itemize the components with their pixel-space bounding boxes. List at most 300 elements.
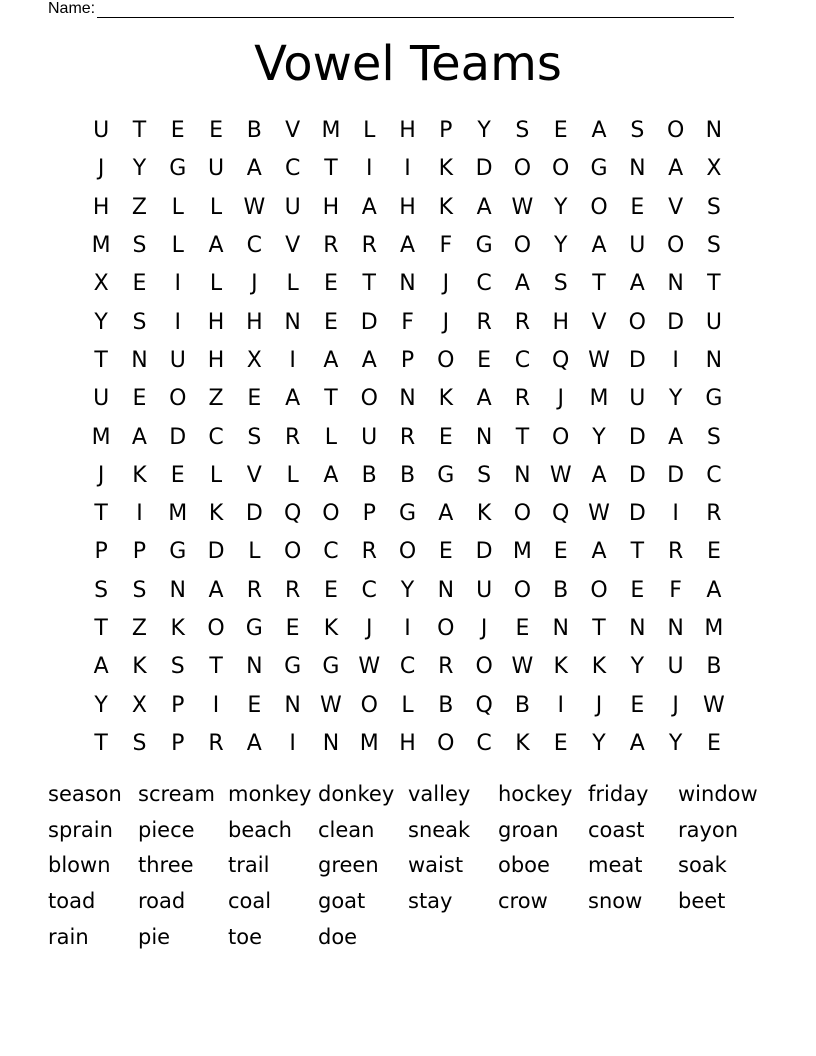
grid-cell: Q — [552, 347, 570, 373]
grid-cell: M — [359, 730, 379, 756]
name-field — [48, 0, 734, 18]
grid-row — [82, 686, 733, 724]
grid-cell: K — [515, 730, 530, 756]
grid-cell: W — [549, 462, 572, 488]
grid-cell: A — [668, 156, 684, 182]
grid-cell: Y — [94, 309, 108, 335]
grid-cell: V — [285, 118, 301, 144]
grid-cell: K — [438, 386, 454, 412]
grid-cell: O — [398, 539, 417, 565]
grid-cell: N — [322, 730, 340, 756]
word-list-item: waist — [408, 853, 464, 878]
grid-cell: B — [361, 462, 377, 488]
grid-cell: J — [595, 692, 603, 718]
grid-cell: L — [248, 539, 261, 565]
grid-cell: T — [515, 424, 530, 450]
grid-cell: D — [207, 539, 225, 565]
word-list-item: coast — [588, 817, 645, 842]
word-list-item: hockey — [498, 782, 573, 806]
grid-cell: O — [207, 616, 225, 641]
word-list-item: pie — [138, 924, 171, 949]
grid-cell: T — [324, 386, 338, 412]
grid-cell: M — [589, 386, 609, 412]
grid-cell: N — [705, 347, 723, 373]
grid-cell: I — [174, 271, 181, 297]
grid-cell: E — [553, 539, 568, 565]
word-list-item: road — [138, 889, 186, 914]
grid-cell: D — [628, 462, 646, 488]
grid-cell: A — [361, 347, 377, 373]
grid-cell: E — [132, 386, 147, 412]
grid-cell: B — [706, 654, 722, 680]
grid-cell: J — [672, 692, 679, 718]
grid-cell: I — [289, 730, 296, 756]
word-list-item: blown — [48, 853, 111, 878]
word-list-item: scream — [138, 782, 215, 806]
grid-cell: S — [706, 194, 721, 220]
grid-cell: O — [552, 424, 570, 450]
grid-cell: R — [284, 577, 301, 603]
grid-cell: J — [97, 462, 105, 488]
grid-cell: A — [514, 271, 530, 297]
grid-cell: U — [629, 233, 646, 259]
grid-cell: O — [437, 616, 455, 641]
grid-cell: D — [628, 501, 646, 527]
grid-row — [82, 533, 733, 571]
grid-cell: H — [552, 309, 569, 335]
grid-cell: I — [404, 156, 411, 182]
grid-cell: I — [672, 501, 679, 527]
grid-row — [82, 265, 733, 303]
grid-cell: O — [513, 233, 532, 259]
grid-cell: O — [666, 233, 685, 259]
grid-cell: Y — [553, 233, 568, 259]
grid-cell: J — [442, 309, 450, 335]
grid-cell: Y — [553, 194, 568, 220]
word-list-item: sneak — [408, 817, 471, 842]
grid-cell: O — [283, 539, 302, 565]
grid-cell: R — [284, 424, 301, 450]
grid-cell: G — [437, 462, 455, 488]
grid-cell: W — [511, 194, 534, 220]
grid-cell: A — [668, 424, 684, 450]
grid-cell: K — [170, 616, 185, 641]
grid-cell: W — [588, 347, 610, 373]
grid-cell: H — [399, 730, 416, 756]
grid-cell: W — [588, 501, 610, 527]
grid-cell: K — [323, 616, 339, 641]
grid-cell: L — [286, 271, 299, 297]
grid-row — [82, 418, 733, 456]
grid-row — [82, 495, 733, 533]
grid-cell: H — [246, 309, 263, 335]
grid-cell: G — [284, 654, 302, 680]
grid-cell: B — [514, 692, 530, 718]
grid-cell: A — [208, 577, 224, 603]
grid-cell: R — [361, 233, 377, 259]
grid-cell: W — [243, 194, 266, 220]
grid-cell: E — [323, 271, 338, 297]
grid-cell: A — [131, 424, 147, 450]
grid-cell: U — [93, 386, 110, 412]
name-underline — [97, 2, 734, 18]
word-list-item: toad — [48, 889, 96, 914]
grid-cell: S — [706, 424, 721, 450]
grid-cell: N — [475, 424, 493, 450]
word-list-item: coal — [228, 889, 272, 914]
grid-cell: H — [207, 309, 225, 335]
grid-cell: N — [667, 616, 684, 641]
grid-cell: A — [591, 539, 607, 565]
grid-cell: Y — [592, 424, 606, 450]
grid-cell: A — [476, 194, 492, 220]
grid-cell: T — [209, 654, 223, 680]
grid-cell: S — [132, 309, 147, 335]
grid-cell: N — [552, 616, 569, 641]
grid-cell: J — [557, 386, 564, 412]
grid-cell: S — [170, 654, 185, 680]
grid-cell: L — [209, 271, 223, 297]
grid-cell: E — [630, 194, 645, 220]
grid-cell: U — [207, 156, 225, 182]
word-list-item: window — [678, 782, 758, 806]
grid-cell: J — [251, 271, 258, 297]
word-list-item: monkey — [228, 782, 312, 806]
grid-cell: T — [132, 118, 147, 144]
grid-cell: H — [92, 194, 110, 220]
grid-cell: R — [323, 233, 339, 259]
grid-cell: E — [515, 616, 530, 641]
grid-cell: X — [706, 156, 722, 182]
grid-cell: C — [284, 156, 301, 182]
word-list-item: crow — [498, 889, 548, 914]
grid-cell: A — [285, 386, 301, 412]
grid-cell: N — [705, 118, 723, 144]
grid-cell: T — [324, 156, 338, 182]
grid-cell: A — [591, 462, 607, 488]
grid-cell: T — [592, 616, 606, 641]
grid-cell: K — [132, 462, 147, 488]
grid-cell: O — [590, 577, 608, 603]
grid-cell: W — [358, 654, 381, 680]
grid-cell: I — [174, 309, 181, 335]
grid-cell: Q — [475, 692, 493, 718]
word-list-item: goat — [318, 889, 366, 914]
grid-cell: O — [169, 386, 187, 412]
grid-cell: L — [171, 194, 184, 220]
grid-cell: N — [284, 309, 301, 335]
grid-row — [82, 342, 733, 380]
grid-cell: X — [131, 692, 147, 718]
grid-cell: L — [171, 233, 184, 259]
grid-cell: A — [93, 654, 109, 680]
word-list-item: piece — [138, 817, 195, 842]
grid-cell: E — [630, 692, 645, 718]
word-list-item: donkey — [318, 782, 395, 806]
word-list — [48, 777, 768, 955]
grid-cell: A — [246, 156, 262, 182]
grid-cell: R — [399, 424, 416, 450]
grid-cell: T — [362, 271, 376, 297]
grid-cell: S — [553, 271, 568, 297]
word-list-item: oboe — [498, 853, 550, 878]
grid-cell: B — [553, 577, 569, 603]
grid-cell: T — [94, 730, 108, 756]
grid-cell: D — [360, 309, 378, 335]
grid-cell: N — [399, 271, 416, 297]
grid-cell: Y — [668, 386, 683, 412]
grid-cell: Y — [132, 156, 147, 182]
grid-cell: D — [245, 501, 263, 527]
grid-cell: S — [630, 118, 645, 144]
grid-cell: A — [476, 386, 492, 412]
grid-cell: B — [438, 692, 454, 718]
grid-cell: U — [169, 347, 186, 373]
word-list-item: trail — [228, 853, 270, 878]
grid-row — [82, 150, 733, 188]
grid-cell: R — [208, 730, 224, 756]
word-list-item: snow — [588, 889, 643, 914]
grid-cell: K — [438, 194, 454, 220]
grid-cell: E — [553, 730, 568, 756]
grid-cell: K — [476, 501, 492, 527]
grid-cell: L — [324, 424, 338, 450]
grid-cell: G — [322, 654, 340, 680]
grid-cell: A — [591, 118, 607, 144]
grid-row — [82, 189, 733, 227]
grid-cell: Y — [400, 577, 415, 603]
grid-row — [82, 112, 733, 150]
grid-cell: I — [672, 347, 679, 373]
grid-cell: D — [475, 539, 493, 565]
grid-cell: X — [246, 347, 262, 373]
grid-cell: O — [513, 577, 532, 603]
grid-cell: C — [323, 539, 339, 565]
grid-cell: A — [591, 233, 607, 259]
grid-cell: E — [553, 118, 568, 144]
grid-cell: Y — [630, 654, 645, 680]
grid-cell: P — [439, 118, 453, 144]
grid-cell: S — [132, 730, 147, 756]
grid-cell: E — [247, 692, 262, 718]
grid-cell: C — [399, 654, 416, 680]
grid-cell: V — [285, 233, 301, 259]
grid-cell: G — [705, 386, 723, 412]
grid-cell: J — [97, 156, 105, 182]
grid-cell: P — [400, 347, 415, 373]
grid-cell: F — [669, 577, 682, 603]
grid-cell: A — [323, 462, 339, 488]
grid-cell: A — [246, 730, 262, 756]
grid-cell: U — [476, 577, 493, 603]
grid-cell: L — [363, 118, 376, 144]
word-list-item: green — [318, 853, 379, 878]
grid-cell: N — [246, 654, 263, 680]
grid-cell: J — [365, 616, 373, 641]
grid-cell: G — [475, 233, 493, 259]
grid-cell: N — [437, 577, 455, 603]
grid-cell: O — [322, 501, 340, 527]
word-list-item: rain — [48, 924, 89, 949]
grid-cell: C — [361, 577, 377, 603]
grid-cell: N — [629, 616, 646, 641]
grid-cell: V — [668, 194, 684, 220]
grid-row — [82, 648, 733, 686]
grid-cell: H — [399, 194, 416, 220]
grid-cell: N — [399, 386, 416, 412]
grid-cell: L — [286, 462, 299, 488]
grid-cell: S — [515, 118, 530, 144]
word-list-item: valley — [408, 782, 471, 806]
grid-cell: L — [209, 462, 223, 488]
grid-cell: T — [592, 271, 606, 297]
grid-cell: Z — [131, 194, 147, 220]
grid-cell: A — [629, 730, 645, 756]
grid-cell: X — [93, 271, 109, 297]
grid-cell: T — [630, 539, 645, 565]
grid-cell: T — [707, 271, 721, 297]
grid-cell: H — [322, 194, 340, 220]
grid-cell: A — [323, 347, 339, 373]
grid-cell: I — [365, 156, 373, 182]
word-list-item: beach — [228, 817, 292, 842]
grid-cell: D — [628, 424, 646, 450]
grid-cell: O — [552, 156, 570, 182]
grid-cell: S — [132, 233, 147, 259]
grid-cell: I — [136, 501, 143, 527]
grid-cell: P — [362, 501, 376, 527]
grid-cell: A — [438, 501, 454, 527]
grid-cell: S — [132, 577, 147, 603]
grid-cell: A — [361, 194, 377, 220]
grid-cell: R — [667, 539, 684, 565]
page-title: Vowel Teams — [254, 36, 562, 92]
grid-cell: A — [399, 233, 416, 259]
grid-cell: E — [323, 577, 338, 603]
grid-cell: O — [360, 386, 378, 412]
grid-cell: N — [514, 462, 531, 488]
grid-cell: O — [437, 347, 455, 373]
grid-cell: E — [438, 424, 453, 450]
grid-cell: Q — [283, 501, 302, 527]
grid-cell: D — [667, 462, 685, 488]
grid-cell: U — [93, 118, 110, 144]
grid-cell: O — [513, 501, 532, 527]
grid-row — [82, 457, 733, 495]
grid-cell: Z — [208, 386, 224, 412]
grid-cell: V — [591, 309, 607, 335]
grid-cell: E — [438, 539, 453, 565]
grid-cell: B — [399, 462, 416, 488]
grid-cell: R — [361, 539, 377, 565]
grid-cell: I — [557, 692, 564, 718]
grid-cell: R — [438, 654, 454, 680]
grid-cell: Y — [668, 730, 683, 756]
grid-cell: F — [401, 309, 414, 335]
grid-cell: K — [132, 654, 147, 680]
grid-cell: E — [477, 347, 492, 373]
grid-cell: M — [704, 616, 724, 641]
grid-cell: M — [512, 539, 532, 565]
grid-cell: D — [169, 424, 187, 450]
grid-cell: I — [404, 616, 411, 641]
grid-cell: I — [212, 692, 220, 718]
grid-cell: J — [442, 271, 450, 297]
grid-cell: E — [285, 616, 300, 641]
grid-cell: R — [706, 501, 722, 527]
grid-cell: N — [169, 577, 186, 603]
grid-row — [82, 572, 733, 610]
grid-cell: M — [168, 501, 188, 527]
grid-cell: D — [667, 309, 685, 335]
grid-cell: E — [170, 118, 185, 144]
grid-cell: W — [320, 692, 342, 718]
word-list-item: groan — [498, 817, 559, 842]
grid-cell: Y — [592, 730, 606, 756]
grid-cell: N — [284, 692, 301, 718]
grid-cell: G — [590, 156, 608, 182]
grid-cell: G — [169, 156, 187, 182]
grid-cell: E — [630, 577, 645, 603]
grid-cell: V — [246, 462, 262, 488]
grid-cell: E — [323, 309, 338, 335]
grid-cell: O — [360, 692, 378, 718]
grid-cell: H — [207, 347, 225, 373]
grid-cell: S — [247, 424, 262, 450]
grid-cell: N — [131, 347, 148, 373]
grid-cell: K — [208, 501, 224, 527]
grid-cell: Z — [131, 616, 147, 641]
grid-cell: Y — [477, 118, 491, 144]
grid-cell: O — [437, 730, 455, 756]
grid-cell: J — [480, 616, 488, 641]
grid-cell: P — [132, 539, 147, 565]
word-list-item: friday — [588, 782, 649, 806]
grid-cell: S — [706, 233, 721, 259]
word-list-item: meat — [588, 853, 643, 878]
grid-cell: T — [94, 501, 108, 527]
name-label: Name: — [48, 0, 96, 17]
grid-cell: E — [132, 271, 147, 297]
word-list-item: doe — [318, 924, 358, 949]
grid-cell: P — [171, 730, 185, 756]
grid-cell: G — [398, 501, 417, 527]
grid-cell: D — [475, 156, 493, 182]
grid-cell: T — [94, 347, 108, 373]
grid-cell: K — [591, 654, 607, 680]
grid-cell: Q — [552, 501, 570, 527]
grid-cell: C — [208, 424, 224, 450]
grid-cell: C — [246, 233, 263, 259]
grid-cell: W — [703, 692, 725, 718]
grid-cell: A — [208, 233, 224, 259]
grid-cell: E — [170, 462, 185, 488]
word-list-item: toe — [228, 924, 263, 949]
grid-cell: E — [706, 730, 721, 756]
grid-cell: B — [246, 118, 262, 144]
grid-cell: U — [284, 194, 301, 220]
grid-cell: A — [629, 271, 645, 297]
grid-cell: R — [514, 386, 531, 412]
letter-grid — [82, 112, 733, 763]
grid-cell: N — [667, 271, 684, 297]
grid-cell: O — [628, 309, 646, 335]
grid-cell: M — [321, 118, 341, 144]
grid-cell: R — [246, 577, 262, 603]
grid-cell: O — [666, 118, 685, 144]
grid-cell: K — [553, 654, 568, 680]
grid-cell: S — [94, 577, 109, 603]
